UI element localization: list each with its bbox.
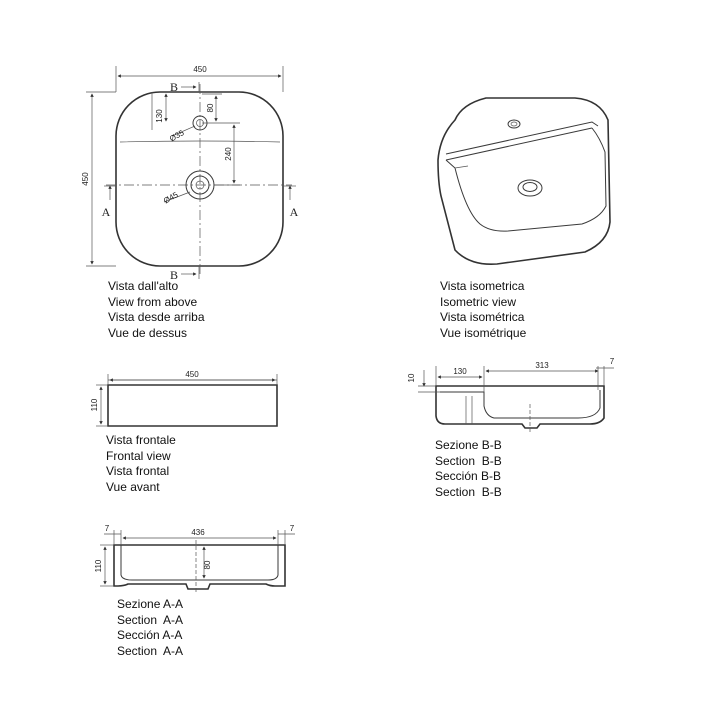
caption-line: Isometric view bbox=[440, 294, 517, 309]
dim-dia45: Ø45 bbox=[161, 190, 180, 206]
caption-line: Vue de dessus bbox=[108, 326, 187, 341]
dim-aa-height: 110 bbox=[94, 559, 103, 573]
dim-130: 130 bbox=[155, 109, 164, 123]
isometric-view bbox=[438, 98, 610, 264]
dim-bb-7: 7 bbox=[609, 357, 615, 366]
caption-line: Sezione B-B bbox=[435, 438, 502, 452]
dim-aa-right7: 7 bbox=[289, 524, 295, 533]
dim-aa-left7: 7 bbox=[104, 524, 110, 533]
section-mark-b-top: B bbox=[169, 80, 179, 94]
caption-line: Vista dall'alto bbox=[108, 279, 179, 293]
section-mark-a-left: A bbox=[101, 205, 111, 219]
dim-dia35: Ø35 bbox=[167, 128, 186, 144]
caption-line: Section A-A bbox=[117, 644, 184, 659]
dim-bb-10: 10 bbox=[407, 373, 416, 383]
caption-line: Vista frontale bbox=[106, 433, 176, 447]
dim-front-height: 110 bbox=[90, 398, 99, 412]
dim-front-width: 450 bbox=[185, 370, 199, 379]
dim-top-width: 450 bbox=[193, 65, 207, 74]
section-mark-b-bottom: B bbox=[169, 268, 179, 282]
caption-front-view bbox=[106, 433, 176, 496]
caption-line: Vue isométrique bbox=[440, 326, 527, 341]
caption-top-view bbox=[108, 279, 205, 342]
caption-line: Vista frontal bbox=[106, 464, 170, 479]
caption-line: Vue avant bbox=[106, 480, 160, 495]
front-view bbox=[90, 370, 277, 426]
caption-line: Frontal view bbox=[106, 448, 171, 463]
dim-240: 240 bbox=[224, 147, 233, 161]
caption-line: Section A-A bbox=[117, 612, 184, 627]
iso-tap-hole bbox=[508, 120, 520, 128]
basin-outline-top bbox=[116, 92, 283, 266]
caption-line: Vista isometrica bbox=[440, 279, 525, 293]
caption-line: Sección A-A bbox=[117, 628, 183, 643]
section-bb bbox=[407, 357, 615, 434]
caption-section-aa bbox=[117, 597, 183, 660]
dim-aa-depth: 80 bbox=[203, 560, 212, 570]
dim-bb-130: 130 bbox=[453, 367, 467, 376]
dim-aa-inner: 436 bbox=[191, 528, 205, 537]
caption-line: Vista desde arriba bbox=[108, 310, 205, 325]
dim-bb-313: 313 bbox=[535, 361, 549, 370]
caption-line: View from above bbox=[108, 294, 198, 309]
top-view bbox=[81, 65, 299, 282]
caption-line: Sección B-B bbox=[435, 469, 502, 484]
caption-line: Section B-B bbox=[435, 485, 502, 500]
dim-80: 80 bbox=[206, 103, 215, 113]
section-aa bbox=[94, 524, 295, 592]
caption-line: Vista isométrica bbox=[440, 310, 525, 325]
caption-iso-view bbox=[440, 279, 526, 342]
caption-line: Sezione A-A bbox=[117, 597, 184, 611]
basin-outline-front bbox=[108, 385, 277, 426]
caption-section-bb bbox=[435, 438, 502, 501]
basin-profile-aa bbox=[114, 545, 285, 589]
dim-top-height: 450 bbox=[81, 172, 90, 186]
caption-line: Section B-B bbox=[435, 453, 502, 468]
section-mark-a-right: A bbox=[289, 205, 299, 219]
